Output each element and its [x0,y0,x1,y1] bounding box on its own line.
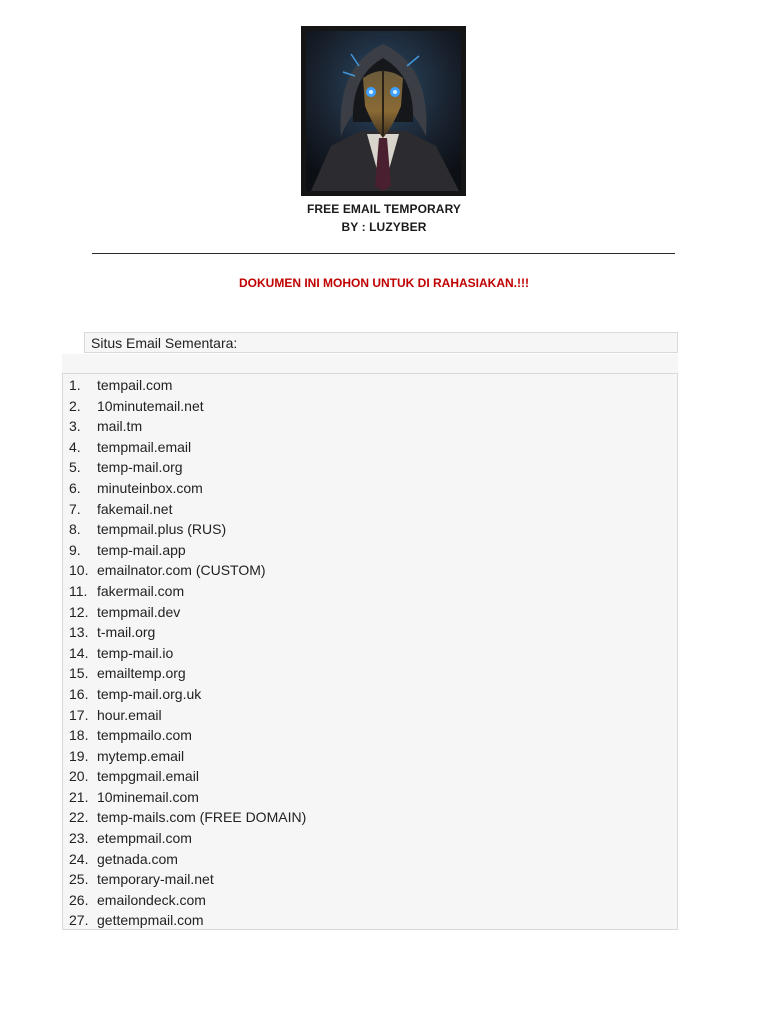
list-item-number: 18. [69,727,89,744]
list-item-site: tempmail.plus (RUS) [97,521,227,538]
list-item [63,766,677,787]
list-item [63,457,677,478]
list-item-site: mail.tm [97,418,143,435]
list-item [63,787,677,808]
list-item [63,828,677,849]
list-item-site: tempmailo.com [97,727,192,744]
list-item-number: 8. [69,521,81,538]
section-heading: Situs Email Sementara: [84,332,678,353]
site-list-box [62,373,678,930]
document-author: BY : LUZYBER [341,220,427,234]
list-item [63,478,677,499]
list-item-number: 3. [69,418,81,435]
divider-line [92,253,675,254]
list-item-number: 2. [69,397,81,414]
list-item-site: tempmail.email [97,438,192,455]
section-spacer [62,354,678,373]
list-item-number: 20. [69,768,89,785]
list-item-number: 5. [69,459,81,476]
list-item-site: etempmail.com [97,830,192,847]
list-item-site: hour.email [97,706,162,723]
list-item [63,437,677,458]
list-item-site: emailondeck.com [97,891,206,908]
list-item-number: 1. [69,377,81,393]
list-item-site: gettempmail.com [97,912,204,929]
list-item-number: 27. [69,912,89,929]
list-item-site: 10minemail.com [97,788,199,805]
list-item [63,540,677,561]
list-item-site: temp-mail.app [97,541,186,558]
list-item-number: 23. [69,830,89,847]
list-item-site: emailnator.com (CUSTOM) [97,562,266,579]
list-item-number: 12. [69,603,89,620]
list-item-site: getnada.com [97,850,178,867]
list-item-site: temp-mail.io [97,644,174,661]
list-item-number: 19. [69,747,89,764]
list-item-number: 24. [69,850,89,867]
list-item-number: 4. [69,438,81,455]
list-item-number: 11. [69,582,88,599]
list-item-number: 13. [69,624,89,641]
site-list [63,375,677,931]
list-item [63,746,677,767]
list-item [63,869,677,890]
list-item [63,849,677,870]
list-item [63,725,677,746]
list-item-number: 10. [69,562,89,579]
list-item [63,602,677,623]
list-item-site: emailtemp.org [97,665,186,682]
list-item-number: 16. [69,685,89,702]
list-item [63,499,677,520]
list-item-site: mytemp.email [97,747,185,764]
list-item-number: 14. [69,644,89,661]
list-item-number: 9. [69,541,81,558]
list-item [63,705,677,726]
list-item-site: temp-mail.org.uk [97,685,202,702]
list-item-number: 22. [69,809,89,826]
list-item-site: fakermail.com [97,582,185,599]
list-item [63,890,677,911]
document-title: FREE EMAIL TEMPORARY [306,202,461,216]
list-item-site: tempmail.dev [97,603,181,620]
list-item [63,560,677,581]
list-item-site: temp-mail.org [97,459,183,476]
list-item [63,375,677,396]
list-item-number: 7. [69,500,81,517]
hooded-masked-figure-icon [301,26,466,196]
list-item [63,910,677,931]
list-item-number: 6. [69,479,81,496]
list-item-site: 10minutemail.net [97,397,204,414]
list-item-number: 21. [69,788,89,805]
list-item [63,581,677,602]
list-item [63,396,677,417]
list-item-site: t-mail.org [97,624,156,641]
list-item-site: minuteinbox.com [97,479,203,496]
list-item-site: temp-mails.com (FREE DOMAIN) [97,809,307,826]
list-item-site: temporary-mail.net [97,871,214,888]
list-item-site: fakemail.net [97,500,173,517]
list-item-number: 15. [69,665,89,682]
list-item [63,684,677,705]
list-item [63,416,677,437]
list-item [63,622,677,643]
cover-image [301,26,466,196]
list-item-number: 26. [69,891,89,908]
list-item-site: tempgmail.email [97,768,199,785]
list-item [63,643,677,664]
list-item-number: 25. [69,871,89,888]
confidential-warning: DOKUMEN INI MOHON UNTUK DI RAHASIAKAN.!!! [239,276,529,290]
list-item [63,807,677,828]
list-item-number: 17. [69,706,89,723]
list-item-site: tempail.com [97,377,173,393]
list-item [63,519,677,540]
list-item [63,663,677,684]
